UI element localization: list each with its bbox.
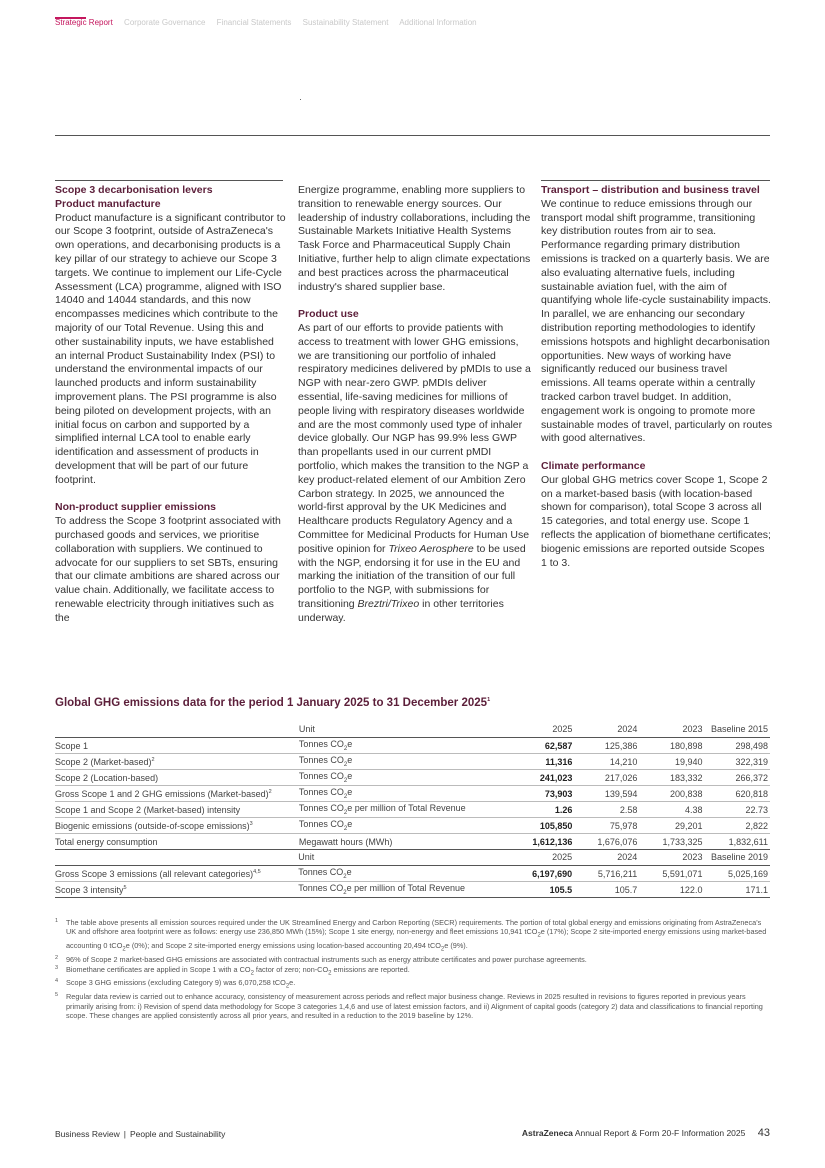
tab-financial-statements[interactable]: Financial Statements bbox=[216, 18, 292, 27]
row-label: Scope 2 (Market-based)$^2$ bbox=[55, 754, 299, 770]
table-row bbox=[55, 834, 770, 850]
table-row bbox=[55, 786, 770, 802]
value-2024: 217,026 bbox=[574, 770, 639, 786]
footnote-item: 3 Biomethane certificates are applied in Scope 1 with a $CO_2$ factor of zero; non-$CO_2$ emissions are reported. bbox=[55, 964, 410, 976]
footnotes bbox=[55, 918, 770, 1020]
value-2023: 4.38 bbox=[639, 802, 704, 818]
value-baseline: 1,832,611 bbox=[704, 834, 770, 850]
footer-section: Business Review | People and Sustainability bbox=[55, 1129, 226, 1139]
row-label: Scope 2 (Location-based) bbox=[55, 770, 299, 786]
col1-rule bbox=[55, 180, 283, 181]
value-baseline: 266,372 bbox=[704, 770, 770, 786]
page-number: 43 bbox=[757, 1127, 770, 1139]
row-label: Gross Scope 3 emissions (all relevant categories)$^{4,5}$ bbox=[55, 866, 298, 882]
table-header-row: Unit 2025 2024 2023 Baseline 2015 bbox=[55, 723, 770, 738]
ghg-table-scope-3 bbox=[55, 851, 770, 898]
value-2025: 241,023 bbox=[509, 770, 574, 786]
value-baseline: 2,822 bbox=[704, 818, 770, 834]
heading-transport: Transport – distribution and business travel bbox=[541, 184, 760, 196]
row-label: Total energy consumption bbox=[55, 834, 299, 850]
table-row bbox=[55, 818, 770, 834]
value-2025: 1.26 bbox=[509, 802, 574, 818]
value-baseline: 620,818 bbox=[704, 786, 770, 802]
tab-sustainability-statement[interactable]: Sustainability Statement bbox=[302, 18, 389, 27]
footer-people-sustainability[interactable]: People and Sustainability bbox=[129, 1129, 226, 1139]
value-2023: 5,591,071 bbox=[639, 866, 704, 882]
value-baseline: 22.73 bbox=[704, 802, 770, 818]
row-label: Scope 3 intensity$^5$ bbox=[55, 882, 298, 898]
footer-brand: AstraZeneca bbox=[521, 1128, 573, 1138]
column-3 bbox=[541, 184, 773, 570]
heading-scope3-levers: Scope 3 decarbonisation levers bbox=[55, 184, 213, 196]
value-2024: 125,386 bbox=[574, 738, 639, 754]
row-unit: Tonnes $CO_2e$ bbox=[299, 770, 509, 786]
header-divider bbox=[55, 135, 770, 136]
paragraph-non-product-supplier: To address the Scope 3 footprint associated with purchased goods and services, we prioritise collaboration with suppliers. We continued to advocate for our suppliers to set SBTs, ensuring that our climate ambitions are shared across our value chain. Additionally, we facilitate access to renewable electricity through initiatives such as the bbox=[55, 515, 281, 624]
row-label: Gross Scope 1 and 2 GHG emissions (Market-based)$^2$ bbox=[55, 786, 299, 802]
table-row bbox=[55, 802, 770, 818]
value-2023: 1,733,325 bbox=[639, 834, 704, 850]
paragraph-product-use: As part of our efforts to provide patients with access to treatment with lower GHG emissions, we are transitioning our portfolio of inhaled respiratory medicines delivered by pMDIs to use a NGP with near-zero GWP. pMDIs deliver essential, life-saving medicines for millions of people living with respiratory diseases worldwide and are the most commonly used type of inhaler device globally. Our NGP has 99.9% less GWP than propellants used in our current pMDI portfolio, which makes the transition to the NGP a key product-related element of our Ambition Zero Carbon strategy. In 2025, we announced the world-first approval by the UK Medicines and Healthcare products Regulatory Agency and a Committee for Medicinal Products for Human Use positive opinion for Trixeo Aerosphere to be used with the NGP, endorsing it for use in the EU and marking the initiation of the transition of our full portfolio to the NGP, with submissions for transitioning Breztri/Trixeo in other territories underway. bbox=[298, 321, 531, 624]
value-2025: 62,587 bbox=[509, 738, 574, 754]
paragraph-product-manufacture: Product manufacture is a significant contributor to our Scope 3 footprint, outside of AstraZeneca's own operations, and decarbonising products is a key pillar of our strategy to achieve our Scope 3 targets. We continue to implement our Life-Cycle Assessment (LCA) programme, aligned with ISO 14040 and 14044 standards, and this now encompasses medicines which contribute to the majority of our Total Revenue. Using this and other sustainability inputs, we have established an internal Product Sustainability Index (PSI) to understand the environmental impacts of our launched products and inform sustainability improvement plans. The PSI programme is also being piloted on development projects, with an initial focus on carbon and supported by a simplified internal LCA tool to enable early identification and assessment of products in development that will be part of our future footprint. bbox=[55, 211, 286, 486]
ghg-table-scope-1-2 bbox=[55, 723, 770, 850]
product-name-trixeo: Trixeo Aerosphere bbox=[388, 542, 474, 555]
row-unit: Tonnes $CO_2e$ bbox=[299, 754, 509, 770]
value-2025: 6,197,690 bbox=[509, 866, 574, 882]
value-2024: 139,594 bbox=[574, 786, 639, 802]
value-baseline: 322,319 bbox=[704, 754, 770, 770]
heading-climate-performance: Climate performance bbox=[541, 459, 646, 472]
heading-product-use: Product use bbox=[298, 308, 359, 321]
row-unit: Tonnes $CO_2e$ bbox=[299, 738, 509, 754]
table-row bbox=[55, 738, 770, 754]
value-2024: 1,676,076 bbox=[574, 834, 639, 850]
table-row bbox=[55, 882, 770, 898]
tab-additional-information[interactable]: Additional Information bbox=[399, 18, 477, 27]
row-unit: Tonnes $CO_2e$ per million of Total Revenue bbox=[299, 802, 509, 818]
row-unit: Tonnes $CO_2e$ per million of Total Revenue bbox=[298, 882, 509, 898]
stray-dot bbox=[300, 99, 301, 100]
value-2024: 75,978 bbox=[574, 818, 639, 834]
value-2024: 14,210 bbox=[574, 754, 639, 770]
footnote-item: 1 The table above presents all emission sources required under the UK Streamlined Energy and Carbon Reporting (SECR) requirements. The portion of total global energy and emissions originating from AstraZeneca's UK and offshore area footprint were as follows: energy use 236,850 MWh (15%); Scope 1 site energy, non-energy and fleet emissions 10,941 tCO$_2$e (17%); Scope 2 site-imported energy emissions using market-based accounting 0 tCO$_2$e (0%); and Scope 2 site-imported energy emissions using location-based accounting 20,494 tCO$_2$e (9%). bbox=[55, 918, 767, 953]
value-2025: 73,903 bbox=[509, 786, 574, 802]
row-unit: Megawatt hours (MWh) bbox=[299, 834, 509, 850]
table-header-row: Unit 2025 2024 2023 Baseline 2019 bbox=[55, 851, 770, 866]
column-1 bbox=[55, 184, 287, 626]
footer-report-info bbox=[522, 1127, 770, 1139]
heading-product-manufacture: Product manufacture bbox=[55, 197, 161, 210]
value-2023: 29,201 bbox=[639, 818, 704, 834]
value-2025: 11,316 bbox=[509, 754, 574, 770]
section-nav bbox=[55, 18, 486, 27]
table-row bbox=[55, 754, 770, 770]
value-2023: 122.0 bbox=[639, 882, 704, 898]
row-unit: Tonnes $CO_2e$ bbox=[298, 866, 509, 882]
footnote-item: 2 96% of Scope 2 market-based GHG emissions are associated with contractual instruments such as energy attribute certificates and power purchase agreements. bbox=[55, 955, 587, 965]
value-2023: 200,838 bbox=[639, 786, 704, 802]
row-label: Biogenic emissions (outside-of-scope emissions)$^3$ bbox=[55, 818, 299, 834]
value-2025: 105,850 bbox=[509, 818, 574, 834]
column-2 bbox=[298, 184, 531, 626]
footer-business-review[interactable]: Business Review bbox=[55, 1129, 120, 1139]
value-2023: 19,940 bbox=[639, 754, 704, 770]
tab-corporate-governance[interactable]: Corporate Governance bbox=[124, 18, 206, 27]
row-unit: Tonnes $CO_2e$ bbox=[299, 786, 509, 802]
value-2025: 105.5 bbox=[509, 882, 574, 898]
value-2024: 2.58 bbox=[574, 802, 639, 818]
value-2023: 180,898 bbox=[639, 738, 704, 754]
heading-non-product-supplier: Non-product supplier emissions bbox=[55, 501, 217, 514]
table-title: Global GHG emissions data for the period 1 January 2025 to 31 December 2025$^1$ bbox=[55, 697, 491, 709]
value-2024: 5,716,211 bbox=[574, 866, 639, 882]
table-row bbox=[55, 866, 770, 882]
paragraph-transport: We continue to reduce emissions through our transport modal shift programme, transitioning key distribution routes from air to sea. Performance regarding primary distribution emissions is tracked on a quarterly basis. We are also evaluating alternative fuels, including sustainable aviation fuel, with the aim of quantifying whole life-cycle sustainability impacts. In parallel, we are enhancing our secondary distribution reporting methodologies to identify emissions hotspots and highlight decarbonisation opportunities. New ways of working have significantly reduced our business travel emissions. All teams operate within a centrally tracked carbon travel budget. In addition, engagement work is ongoing to promote more sustainable modes of travel, particularly on routes with good alternatives. bbox=[541, 197, 773, 445]
footnote-item: 5 Regular data review is carried out to enhance accuracy, consistency of measurement across periods and reflect major business change. Reviews in 2025 resulted in revisions to figures reported in previous years primarily arising from: i) Revision of spend data methodology for Scope 3 categories 1,4,6 and use of latest emission factors, and ii) Alignment of capital goods (category 2) data and classifications to financial reporting scope. These changes are applied consistently across all prior years, and resulted in a reduction to the 2019 baseline by 12%. bbox=[55, 992, 763, 1021]
footnote-item: 4 Scope 3 GHG emissions (excluding Category 9) was 6,070,258 tCO$_2$e. bbox=[55, 978, 296, 990]
row-unit: Tonnes $CO_2e$ bbox=[299, 818, 509, 834]
value-2025: 1,612,136 bbox=[509, 834, 574, 850]
row-label: Scope 1 and Scope 2 (Market-based) intensity bbox=[55, 802, 299, 818]
row-label: Scope 1 bbox=[55, 738, 299, 754]
footer-report-title: Annual Report & Form 20-F Information 2025 bbox=[574, 1128, 746, 1138]
value-baseline: 171.1 bbox=[704, 882, 770, 898]
value-2023: 183,332 bbox=[639, 770, 704, 786]
paragraph-climate-performance: Our global GHG metrics cover Scope 1, Scope 2 on a market-based basis (with location-based shown for comparison), total Scope 3 across all 15 categories, and total energy use. Scope 1 reflects the application of biomethane certificates; biogenic emissions are reported outside Scopes 1 to 3. bbox=[541, 473, 771, 569]
value-2024: 105.7 bbox=[574, 882, 639, 898]
tab-strategic-report[interactable]: Strategic Report bbox=[55, 18, 113, 27]
paragraph-energize: Energize programme, enabling more suppliers to transition to renewable energy sources. Our leadership of industry collaborations, including the Sustainable Markets Initiative Health Systems Task Force and Pharmaceutical Supply Chain Initiative, further help to align climate expectations and best practices across the pharmaceutical industry's shared supplier base. bbox=[298, 184, 531, 293]
table-row bbox=[55, 770, 770, 786]
col3-rule bbox=[541, 180, 770, 181]
product-name-breztri: Breztri/Trixeo bbox=[357, 597, 420, 610]
value-baseline: 5,025,169 bbox=[704, 866, 770, 882]
value-baseline: 298,498 bbox=[704, 738, 770, 754]
